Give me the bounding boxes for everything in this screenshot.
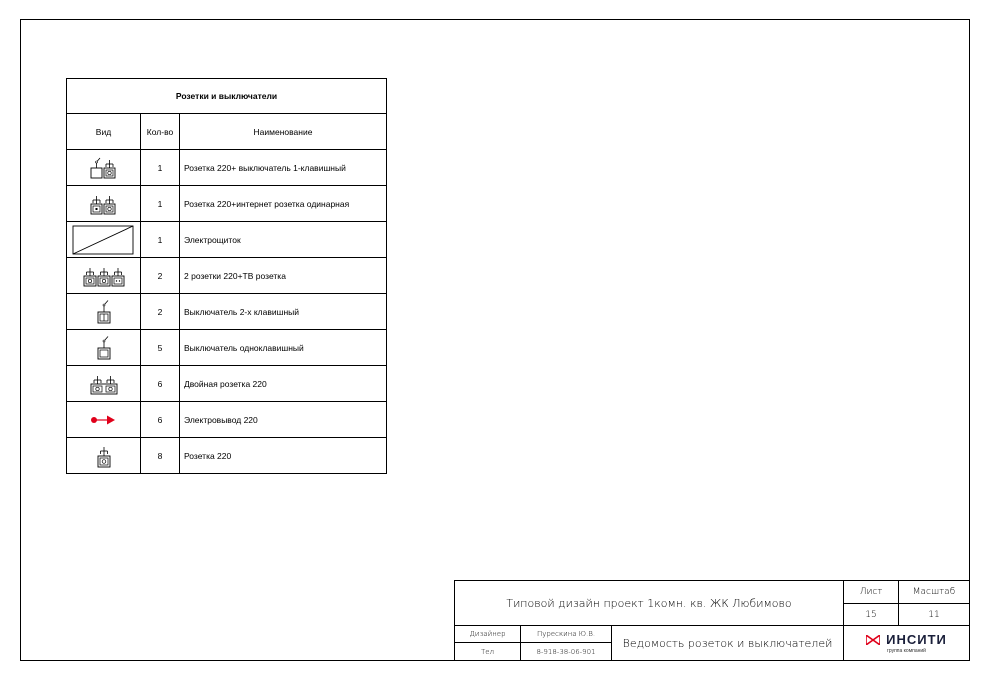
row-qty: 6 bbox=[141, 366, 180, 402]
double-socket-icon bbox=[86, 372, 122, 396]
table-row bbox=[67, 330, 387, 366]
double-switch-icon bbox=[92, 299, 116, 325]
row-name: Двойная розетка 220 bbox=[180, 366, 387, 402]
project-title: Типовой дизайн проект 1комн. кв. ЖК Любимово bbox=[454, 580, 844, 626]
triple-socket-tv-icon bbox=[79, 264, 129, 288]
table-row bbox=[67, 402, 387, 438]
table-row bbox=[67, 186, 387, 222]
row-name: Розетка 220 bbox=[180, 438, 387, 474]
legend-title: Розетки и выключатели bbox=[67, 79, 387, 114]
designer-name: Пурескина Ю.В. bbox=[520, 625, 612, 643]
row-qty: 5 bbox=[141, 330, 180, 366]
table-row bbox=[67, 150, 387, 186]
table-row bbox=[67, 258, 387, 294]
legend-table bbox=[66, 78, 387, 474]
row-qty: 8 bbox=[141, 438, 180, 474]
header-view: Вид bbox=[67, 114, 141, 150]
socket-icon bbox=[92, 443, 116, 469]
row-qty: 1 bbox=[141, 150, 180, 186]
power-outlet-arrow-icon bbox=[84, 413, 124, 427]
phone-label: Тел bbox=[454, 642, 521, 661]
row-name: Выключатель 2-х клавишный bbox=[180, 294, 387, 330]
row-qty: 1 bbox=[141, 186, 180, 222]
logo-name: ИНСИТИ bbox=[886, 632, 947, 647]
socket-internet-icon bbox=[86, 192, 122, 216]
row-qty: 2 bbox=[141, 294, 180, 330]
header-qty: Кол-во bbox=[141, 114, 180, 150]
company-logo bbox=[843, 625, 970, 661]
logo-mark-icon bbox=[866, 635, 880, 645]
row-qty: 2 bbox=[141, 258, 180, 294]
phone-number: 8-918-38-06-901 bbox=[520, 642, 612, 661]
row-name: Розетка 220+интернет розетка одинарная bbox=[180, 186, 387, 222]
sheet-title: Ведомость розеток и выключателей bbox=[611, 625, 844, 661]
single-switch-icon bbox=[92, 335, 116, 361]
row-name: Электрощиток bbox=[180, 222, 387, 258]
sheet-label: Лист bbox=[843, 580, 899, 604]
header-name: Наименование bbox=[180, 114, 387, 150]
table-row bbox=[67, 222, 387, 258]
row-name: Розетка 220+ выключатель 1-клавишный bbox=[180, 150, 387, 186]
title-block bbox=[454, 580, 970, 661]
table-row bbox=[67, 366, 387, 402]
designer-label: Дизайнер bbox=[454, 625, 521, 643]
table-row bbox=[67, 294, 387, 330]
row-qty: 6 bbox=[141, 402, 180, 438]
table-row bbox=[67, 438, 387, 474]
row-name: Электровывод 220 bbox=[180, 402, 387, 438]
scale-label: Масштаб bbox=[898, 580, 970, 604]
row-name: Выключатель одноклавишный bbox=[180, 330, 387, 366]
logo-subtitle: группа компаний bbox=[887, 648, 926, 654]
panel-icon bbox=[69, 223, 139, 256]
sheet-number: 15 bbox=[843, 603, 899, 626]
row-qty: 1 bbox=[141, 222, 180, 258]
row-name: 2 розетки 220+ТВ розетка bbox=[180, 258, 387, 294]
socket-with-switch-icon bbox=[86, 156, 122, 180]
scale-value: 11 bbox=[898, 603, 970, 626]
